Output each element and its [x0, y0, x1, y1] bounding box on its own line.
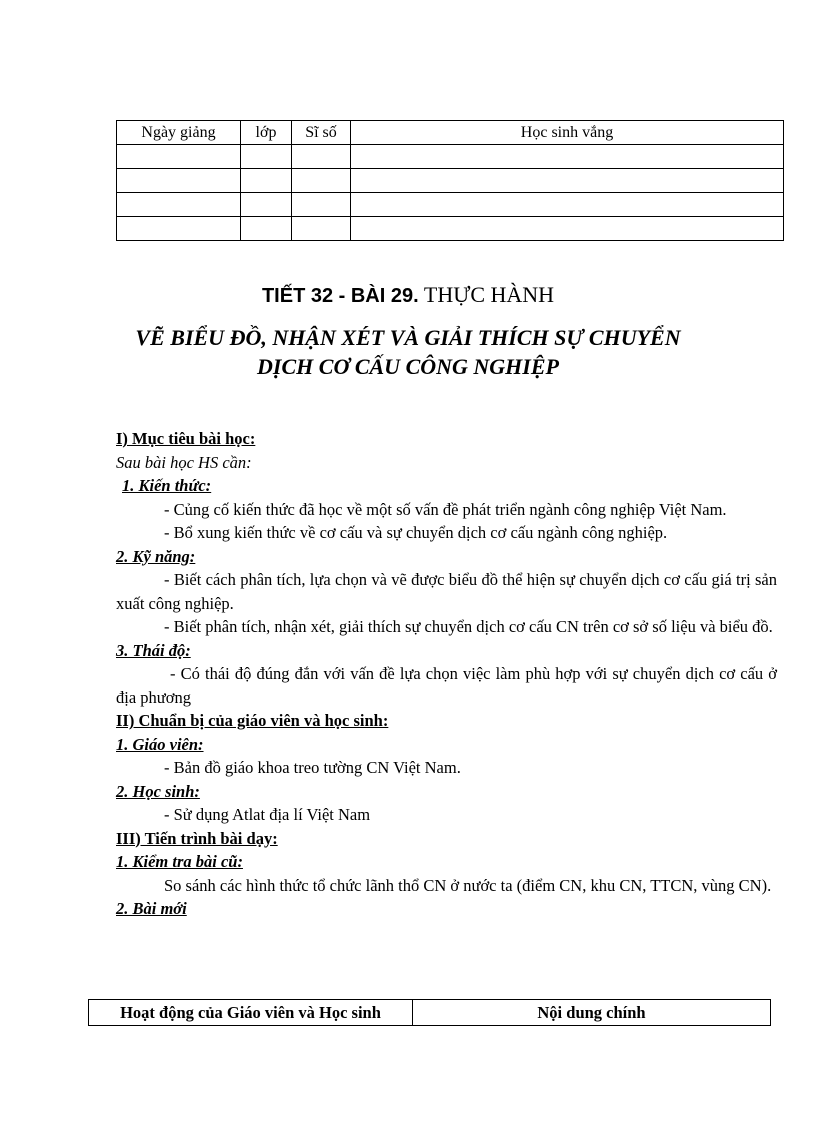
- skills-item: - Biết cách phân tích, lựa chọn và vẽ được biểu đồ thể hiện sự chuyển dịch cơ cấu giá trị sản xuất công nghiệp.: [116, 570, 777, 613]
- table-cell: [241, 193, 292, 217]
- table-cell: [117, 217, 241, 241]
- header-main-content: Nội dung chính: [413, 1000, 771, 1026]
- knowledge-heading: 1. Kiến thức:: [122, 476, 212, 495]
- objectives-intro: Sau bài học HS cần:: [116, 452, 252, 472]
- skills-item: - Biết phân tích, nhận xét, giải thích sự chuyển dịch cơ cấu CN trên cơ sở số liệu và biểu đồ.: [164, 617, 773, 636]
- activity-table: [88, 999, 771, 1026]
- table-cell: [351, 217, 784, 241]
- table-cell: [117, 169, 241, 193]
- lesson-subtitle: [80, 323, 736, 381]
- table-cell: [292, 193, 351, 217]
- knowledge-item: - Củng cố kiến thức đã học về một số vấn đề phát triển ngành công nghiệp Việt Nam.: [164, 499, 727, 519]
- header-class: lớp: [241, 121, 292, 145]
- teacher-item: - Bản đồ giáo khoa treo tường CN Việt Nam.: [164, 758, 461, 777]
- table-cell: [292, 169, 351, 193]
- attitude-item: - Có thái độ đúng đắn với vấn đề lựa chọn việc làm phù hợp với sự chuyển dịch cơ cấu ở địa phương: [116, 664, 777, 707]
- table-cell: [351, 193, 784, 217]
- table-cell: [117, 193, 241, 217]
- table-row: [117, 193, 784, 217]
- table-cell: [241, 217, 292, 241]
- section-heading-preparation: II) Chuẩn bị của giáo viên và học sinh:: [116, 711, 389, 730]
- table-cell: [241, 169, 292, 193]
- lesson-content: [116, 427, 777, 921]
- table-row: [117, 217, 784, 241]
- subtitle-line-1: VẼ BIỂU ĐỒ, NHẬN XÉT VÀ GIẢI THÍCH SỰ CHUYỂN: [135, 325, 681, 350]
- table-cell: [117, 145, 241, 169]
- table-cell: [351, 145, 784, 169]
- section-heading-process: III) Tiến trình bài dạy:: [116, 828, 278, 848]
- header-count: Sĩ số: [292, 121, 351, 145]
- student-item: - Sử dụng Atlat địa lí Việt Nam: [164, 805, 371, 824]
- header-activities: Hoạt động của Giáo viên và Học sinh: [89, 1000, 413, 1026]
- table-cell: [292, 145, 351, 169]
- knowledge-item: - Bổ xung kiến thức về cơ cấu và sự chuyển dịch cơ cấu ngành công nghiệp.: [164, 523, 668, 542]
- activity-header-row: [89, 1000, 771, 1026]
- new-lesson-heading: 2. Bài mới: [116, 899, 187, 918]
- student-heading: 2. Học sinh:: [116, 781, 200, 801]
- check-item: So sánh các hình thức tổ chức lãnh thổ CN ở nước ta (điểm CN, khu CN, TTCN, vùng CN).: [164, 875, 772, 895]
- lesson-number: TIẾT 32 - BÀI 29.: [261, 285, 419, 307]
- header-absent: Học sinh vắng: [351, 121, 784, 145]
- lesson-type: THỰC HÀNH: [423, 282, 555, 307]
- section-heading-objectives: I) Mục tiêu bài học:: [116, 429, 256, 448]
- attitude-heading: 3. Thái độ:: [116, 640, 191, 660]
- check-heading: 1. Kiểm tra bài cũ:: [116, 852, 243, 871]
- header-date: Ngày giảng: [117, 121, 241, 145]
- attendance-table: [116, 120, 784, 241]
- table-row: [117, 169, 784, 193]
- table-row: [117, 145, 784, 169]
- table-cell: [241, 145, 292, 169]
- teacher-heading: 1. Giáo viên:: [116, 734, 204, 754]
- table-cell: [292, 217, 351, 241]
- table-cell: [351, 169, 784, 193]
- lesson-title: [0, 282, 816, 308]
- subtitle-line-2: DỊCH CƠ CẤU CÔNG NGHIỆP: [257, 354, 559, 379]
- attendance-header-row: [117, 121, 784, 145]
- skills-heading: 2. Kỹ năng:: [116, 546, 196, 566]
